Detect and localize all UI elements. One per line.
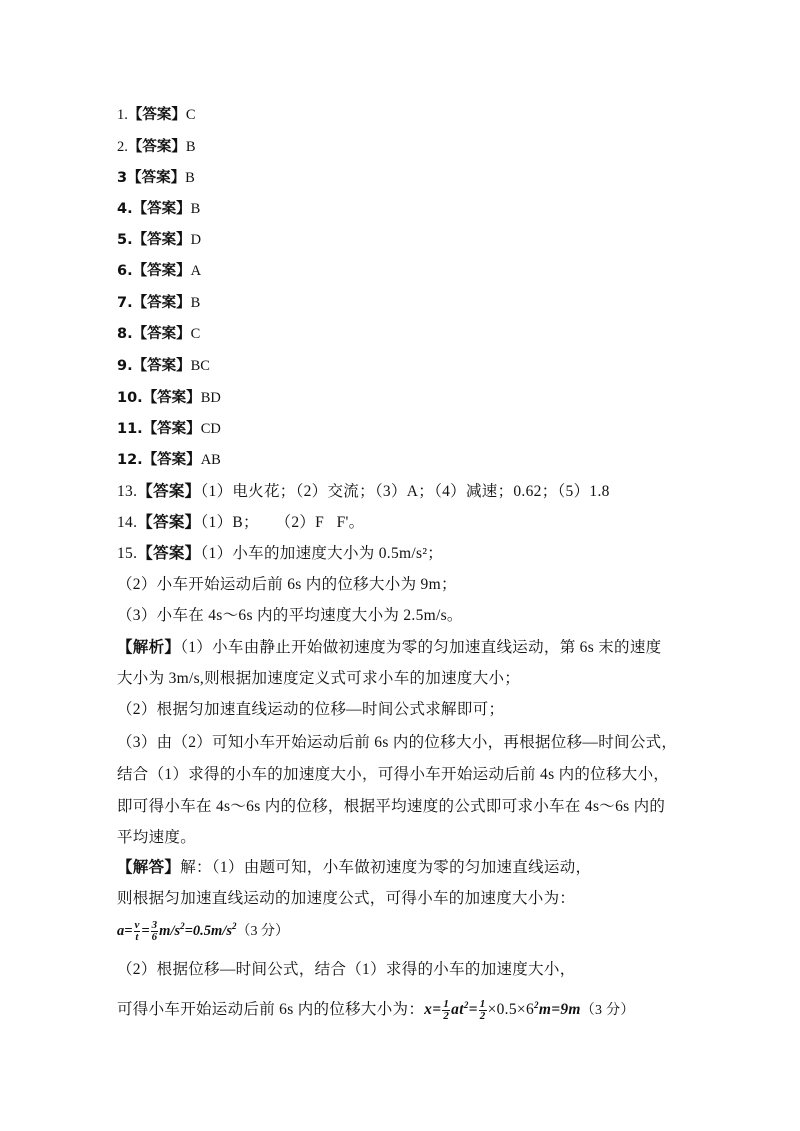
answer-text: （1）电火花；（2）交流；（3）A；（4）减速；0.62；（5）1.8 — [200, 483, 610, 500]
answer-value: B — [185, 139, 196, 155]
answer-tag: 【答案】 — [132, 263, 191, 279]
answer-14 — [117, 513, 364, 533]
formula-term: at — [451, 1001, 464, 1018]
answer-value: B — [190, 201, 201, 217]
answer-8 — [117, 324, 200, 344]
answer-number: 4. — [117, 201, 133, 217]
answer-tag: 【答案】 — [142, 390, 201, 406]
formula-result: =0.5 — [184, 923, 212, 939]
answer-value: C — [190, 326, 201, 342]
answer-15-line-2: （2）小车开始运动后前 6s 内的位移大小为 9m； — [117, 576, 457, 593]
solution-text: 可得小车开始运动后前 6s 内的位移大小为： — [117, 1001, 425, 1018]
formula-unit: m — [538, 1001, 552, 1018]
solution-text: 解：（1）由题可知，小车做初速度为零的匀加速直线运动， — [180, 859, 592, 876]
answer-7 — [117, 293, 200, 313]
analysis-tag: 【解析】 — [117, 639, 181, 656]
answer-tag: 【答案】 — [132, 201, 191, 217]
answer-value: BC — [190, 358, 210, 374]
answer-tag: 【答案】 — [127, 170, 186, 186]
answer-6 — [117, 261, 201, 281]
answer-3 — [117, 168, 195, 188]
answer-number: 8. — [117, 326, 133, 342]
answer-tag: 【答案】 — [127, 139, 186, 155]
answer-15-line-3: （3）小车在 4s～6s 内的平均速度大小为 2.5m/s。 — [117, 607, 463, 624]
solution-line-2: 则根据匀加速直线运动的加速度公式，可得小车的加速度大小为： — [117, 890, 576, 907]
formula-equals: = — [124, 923, 133, 939]
answer-tag: 【答案】 — [132, 358, 191, 374]
answer-number: 10. — [117, 390, 143, 406]
answer-value: C — [185, 107, 196, 123]
answer-value: B — [185, 170, 195, 186]
answer-value: BD — [200, 390, 221, 406]
fraction-numerator: 3 — [151, 919, 158, 932]
analysis-line-3: （2）根据匀加速直线运动的位移—时间公式求解即可； — [117, 701, 505, 718]
answer-tag: 【答案】 — [142, 452, 201, 468]
answer-tag: 【答案】 — [137, 545, 201, 562]
fraction-denominator: 2 — [479, 1009, 486, 1022]
answer-number: 3 — [117, 170, 128, 186]
formula-exponent: 2 — [231, 921, 237, 932]
analysis-line-5: 结合（1）求得的小车的加速度大小，可得小车开始运动后前 4s 内的位移大小， — [117, 766, 670, 783]
analysis-line-2: 大小为 3m/s,则根据加速度定义式可求小车的加速度大小； — [117, 670, 521, 687]
answer-value: CD — [200, 421, 221, 437]
answer-10 — [117, 388, 221, 408]
formula-symbol: a — [117, 923, 125, 939]
answer-number: 12. — [117, 452, 143, 468]
formula-exponent: 2 — [463, 999, 469, 1010]
answer-2 — [117, 137, 196, 157]
answer-1 — [117, 105, 196, 125]
analysis-line-6: 即可得小车在 4s～6s 内的位移，根据平均速度的公式即可求小车在 4s～6s 内的 — [117, 798, 666, 815]
formula-term: ×0.5×6 — [487, 1001, 535, 1018]
answer-4 — [117, 199, 200, 219]
answer-tag: 【答案】 — [137, 483, 201, 500]
answer-tag: 【答案】 — [132, 295, 191, 311]
answer-text: （1）B； （2）F F'。 — [200, 514, 365, 531]
analysis-line-4: （3）由（2）可知小车开始运动后前 6s 内的位移大小，再根据位移—时间公式， — [117, 734, 678, 751]
analysis-line-7: 平均速度。 — [117, 829, 197, 846]
fraction-v-over-t — [134, 920, 141, 943]
answer-number: 9. — [117, 358, 133, 374]
answer-number: 15. — [117, 545, 138, 562]
answer-tag: 【答案】 — [132, 326, 191, 342]
fraction-numerator: v — [134, 919, 140, 932]
score-note: （3 分） — [580, 1003, 635, 1018]
answer-13 — [117, 482, 610, 502]
solution-line-3: （2）根据位移—时间公式，结合（1）求得的小车的加速度大小， — [117, 961, 576, 978]
solution-line-1 — [117, 858, 591, 878]
answer-number: 14. — [117, 514, 138, 531]
formula-unit: m — [568, 1001, 581, 1018]
fraction-denominator: t — [135, 931, 139, 944]
fraction-one-half — [442, 999, 450, 1022]
answer-text: （1）小车的加速度大小为 0.5m/s²； — [200, 545, 444, 562]
fraction-denominator: 2 — [443, 1009, 450, 1022]
fraction-one-half-2 — [479, 999, 487, 1022]
formula-exponent: 2 — [534, 999, 539, 1010]
fraction-numerator: 1 — [443, 997, 450, 1010]
formula-equals: = — [432, 1001, 442, 1018]
fraction-numerator: 1 — [479, 997, 486, 1010]
answer-5 — [117, 230, 201, 250]
answer-number: 7. — [117, 295, 133, 311]
answer-value: A — [190, 263, 202, 279]
answer-number: 5. — [117, 232, 133, 248]
answer-value: B — [190, 295, 201, 311]
answer-15 — [117, 544, 443, 564]
answer-tag: 【答案】 — [127, 107, 186, 123]
answer-12 — [117, 450, 221, 470]
formula-equals: = — [468, 1001, 478, 1018]
answer-tag: 【答案】 — [142, 421, 201, 437]
answer-number: 13. — [117, 483, 138, 500]
acceleration-formula — [117, 918, 289, 945]
formula-equals: = — [141, 923, 150, 939]
answer-number: 6. — [117, 263, 133, 279]
fraction-denominator: 6 — [151, 931, 158, 944]
answer-tag: 【答案】 — [137, 514, 201, 531]
answer-9 — [117, 356, 210, 376]
answer-11 — [117, 419, 221, 439]
answer-value: D — [190, 232, 202, 248]
answer-number: 1. — [117, 107, 128, 123]
solution-line-4 — [117, 997, 635, 1024]
formula-unit: m/s — [159, 923, 181, 939]
solution-tag: 【解答】 — [117, 859, 181, 876]
fraction-3-over-6 — [151, 920, 159, 943]
answer-tag: 【答案】 — [132, 232, 191, 248]
formula-unit: m/s — [211, 923, 232, 939]
analysis-text: （1）小车由静止开始做初速度为零的匀加速直线运动，第 6s 末的速度 — [180, 639, 662, 656]
formula-symbol: x — [424, 1001, 433, 1018]
answer-number: 2. — [117, 139, 128, 155]
formula-result: =9 — [551, 1001, 569, 1018]
analysis-line-1 — [117, 638, 661, 658]
formula-exponent: 2 — [180, 921, 185, 932]
answer-value: AB — [200, 452, 221, 468]
answer-number: 11. — [117, 421, 143, 437]
displacement-formula — [424, 997, 581, 1022]
score-note: （3 分） — [236, 924, 289, 939]
